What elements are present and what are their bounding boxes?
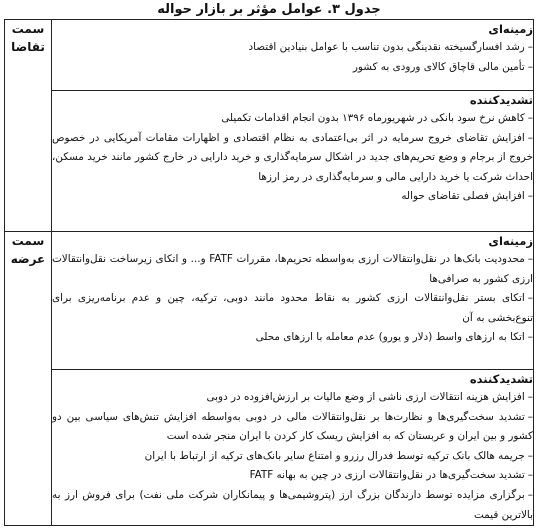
list-item: –اتکای بستر نقل‌وانتقالات ارزی کشور به نقاط محدود مانند دوبی، ترکیه، چین و عدم برنامه‌ریزی برای تنوع‌بخشی به آن <box>52 292 533 324</box>
section-heading: تشدیدکننده <box>469 372 533 386</box>
bullet-dash-icon: – <box>527 112 533 124</box>
bullet-dash-icon: – <box>527 469 533 482</box>
bullet-dash-icon: – <box>527 60 533 73</box>
bullet-dash-icon: – <box>527 488 533 501</box>
list-item: –تشدید سخت‌گیری‌ها در نقل‌وانتقالات ارزی در چین به بهانه FATF <box>249 469 533 482</box>
bullet-dash-icon: – <box>527 292 533 305</box>
section-heading: تشدیدکننده <box>469 93 533 107</box>
supply-intensifying-cell <box>52 370 534 526</box>
list-item: –تشدید سخت‌گیری‌ها و نظارت‌ها بر نقل‌وانتقالات مالی در دوبی به‌واسطه افزایش تنش‌های سیاسی بین دو کشور و بین ایران و عربستان که به افزایش ریسک کار کردن با ایران منجر شده است <box>52 410 533 443</box>
list-item: –رشد افسارگسیخته نقدینگی بدون تناسب با عوامل بنیادین اقتصاد <box>248 41 533 53</box>
bullet-dash-icon: – <box>527 410 533 423</box>
demand-contextual-cell <box>52 20 534 91</box>
list-item: –افزایش تقاضای خروج سرمایه در اثر بی‌اعتمادی به نظام اقتصادی و اظهارات مقامات آمریکایی در خصوص خروج از برجام و وضع تحریم‌های جدید در اشکال سرمایه‌گذاری و خرید دارایی در خارج کشور مانند خرید مسکن، احداث شرکت یا خرید دارایی مالی و سرمایه‌گذاری در رمز ارزها <box>52 131 533 183</box>
list-item: –تأمین مالی قاچاق کالای ورودی به کشور <box>352 60 533 73</box>
supply-side-label: سمت عرضه <box>5 232 52 526</box>
bullet-dash-icon: – <box>527 131 533 144</box>
list-item: –افزایش فصلی تقاضای حواله <box>401 190 533 203</box>
section-heading: زمینه‌ای <box>488 22 533 36</box>
table-row <box>5 20 534 91</box>
bullet-dash-icon: – <box>527 253 533 265</box>
list-item: –اتکا به ارزهای واسط (دلار و یورو) عدم معامله با ارزهای محلی <box>255 331 533 344</box>
bullet-dash-icon: – <box>527 190 533 203</box>
list-item: –کاهش نرخ سود بانکی در شهریورماه ۱۳۹۶ بدون انجام اقدامات تکمیلی <box>221 112 533 124</box>
table-row <box>5 232 534 370</box>
list-item: –محدودیت بانک‌ها در نقل‌وانتقالات ارزی به‌واسطه تحریم‌ها، مقررات FATF و... و اتکای زیرساخت نقل‌وانتقالات ارزی کشور به صرافی‌ها <box>52 253 533 285</box>
factors-table <box>4 19 534 526</box>
demand-side-label: سمت تقاضا <box>5 20 52 232</box>
list-item: –برگزاری مزایده توسط دارندگان بزرگ ارز (پتروشیمی‌ها و پیمانکاران شرکت ملی نفت) برای فروش ارز به بالاترین قیمت <box>52 488 533 521</box>
list-item: –جریمه هالک بانک ترکیه توسط فدرال رزرو و امتناع سایر بانک‌های ترکیه از ارتباط با ایران <box>144 449 533 462</box>
table-row <box>5 91 534 232</box>
table-row <box>5 370 534 526</box>
bullet-dash-icon: – <box>527 449 533 462</box>
bullet-dash-icon: – <box>527 41 533 53</box>
list-item: –افزایش هزینه انتقالات ارزی ناشی از وضع مالیات بر ارزش‌افزوده در دوبی <box>206 391 533 403</box>
supply-contextual-cell <box>52 232 534 370</box>
bullet-dash-icon: – <box>527 391 533 403</box>
table-title: جدول ۳. عوامل مؤثر بر بازار حواله <box>157 2 381 17</box>
bullet-dash-icon: – <box>527 331 533 344</box>
demand-intensifying-cell <box>52 91 534 232</box>
section-heading: زمینه‌ای <box>488 234 533 248</box>
